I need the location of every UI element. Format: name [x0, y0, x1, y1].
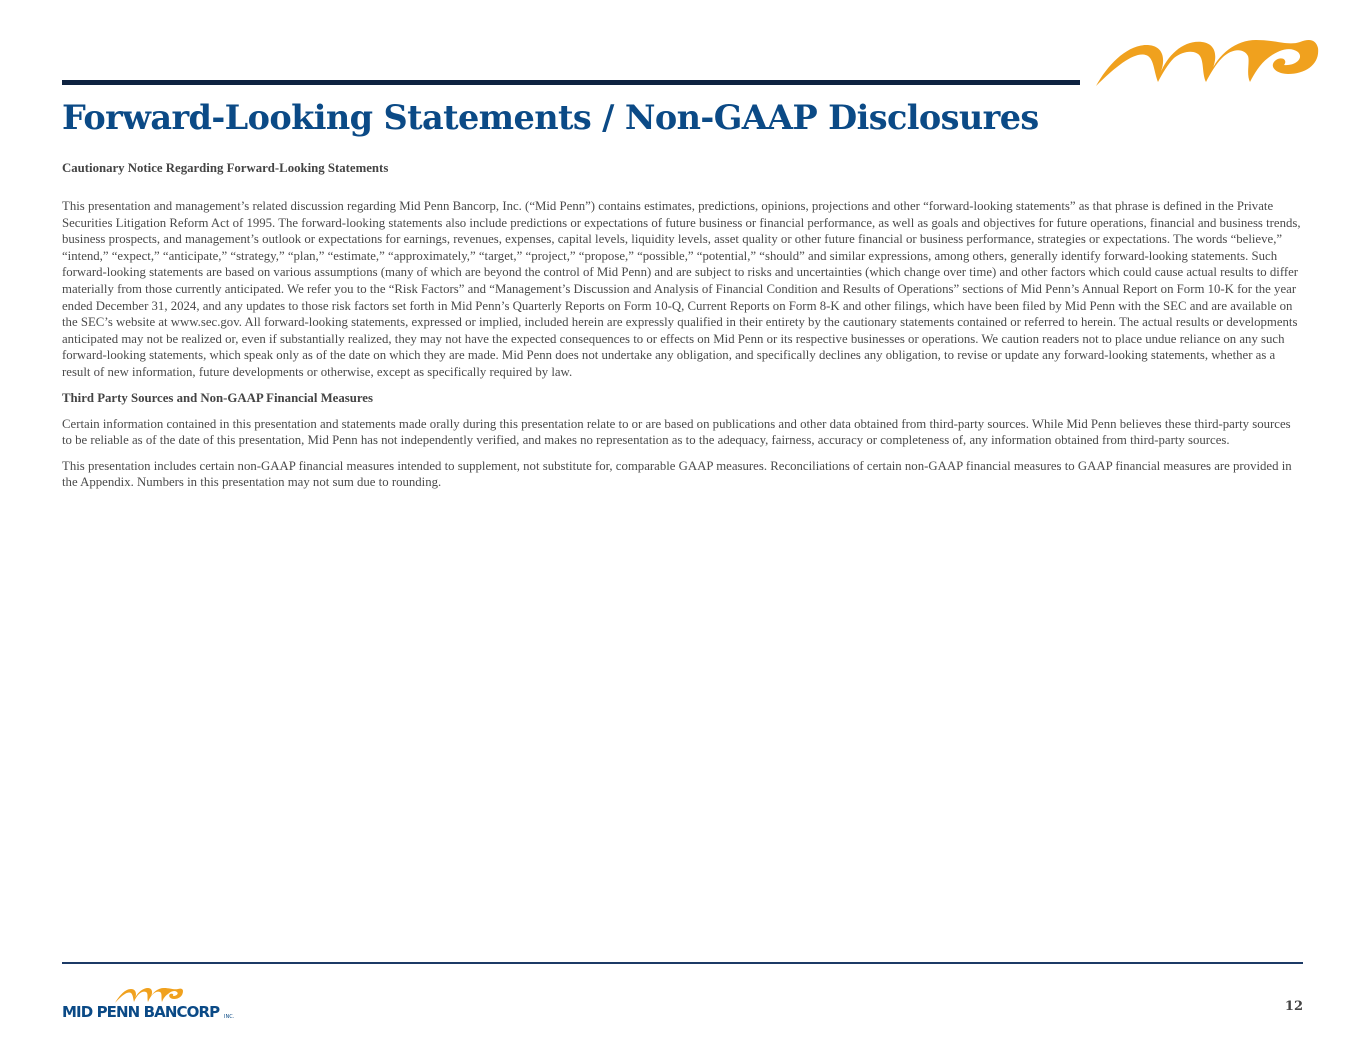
header-rule	[62, 80, 1080, 85]
footer-rule	[62, 962, 1303, 964]
page-number: 12	[1284, 999, 1303, 1014]
footer-logo-text: MID PENN BANCORP	[62, 1003, 220, 1021]
forward-looking-heading: Cautionary Notice Regarding Forward-Looking Statements	[62, 161, 389, 175]
forward-looking-paragraph: This presentation and management’s related discussion regarding Mid Penn Bancorp, Inc. (“Mid Penn”) contains estimates, predictions, opinions, projections and other “forward-looking statements” as that phrase is defined in the Private Securities Litigation Reform Act of 1995. The forward-looking statements also include predictions or expectations of future business or financial performance, as well as goals and objectives for future operations, financial and business trends, business prospects, and management’s outlook or expectations for earnings, revenues, expenses, capital levels, liquidity levels, asset quality or other future financial or business performance, strategies or expectations. The words “believe,” “intend,” “expect,” “anticipate,” “strategy,” “plan,” “estimate,” “approximately,” “target,” “project,” “propose,” “possible,” “potential,” “should” and similar expressions, among others, generally identify forward-looking statements. Such forward-looking statements are based on various assumptions (many of which are beyond the control of Mid Penn) and are subject to risks and uncertainties (which change over time) and other factors which could cause actual results to differ materially from those currently anticipated. We refer you to the “Risk Factors” and “Management’s Discussion and Analysis of Financial Condition and Results of Operations” sections of Mid Penn’s Annual Report on Form 10-K for the year ended December 31, 2024, and any updates to those risk factors set forth in Mid Penn’s Quarterly Reports on Form 10-Q, Current Reports on Form 8-K and other filings, which have been filed by Mid Penn with the SEC and are available on the SEC’s website at www.sec.gov. All forward-looking statements, expressed or implied, included herein are expressly qualified in their entirety by the cautionary statements contained or referred to herein. The actual results or developments anticipated may not be realized or, even if substantially realized, they may not have the expected consequences to or effects on Mid Penn or its respective businesses or operations. We caution readers not to place undue reliance on any such forward-looking statements, which speak only as of the date on which they are made. Mid Penn does not undertake any obligation, and specifically declines any obligation, to revise or update any forward-looking statements, whether as a result of new information, future developments or otherwise, except as specifically required by law.	[62, 199, 1301, 379]
footer-logo-suffix: INC.	[224, 1014, 235, 1020]
footer-logo	[62, 986, 252, 1022]
page-title: Forward-Looking Statements / Non-GAAP Disclosures	[62, 98, 1039, 137]
disclosure-content	[62, 160, 1303, 491]
mid-penn-wave-icon	[1092, 34, 1322, 90]
third-party-paragraph: Certain information contained in this presentation and statements made orally during this presentation relate to or are based on publications and other data obtained from third-party sources. While Mid Penn believes these third-party sources to be reliable as of the date of this presentation, Mid Penn has not independently verified, and makes no representation as to the adequacy, fairness, accuracy or completeness of, any information obtained from third-party sources.	[62, 416, 1291, 448]
footer-wave-icon	[114, 986, 184, 1004]
non-gaap-heading: Third Party Sources and Non-GAAP Financial Measures	[62, 390, 373, 405]
non-gaap-paragraph: This presentation includes certain non-GAAP financial measures intended to supplement, not substitute for, comparable GAAP measures. Reconciliations of certain non-GAAP financial measures to GAAP financial measures are provided in the Appendix. Numbers in this presentation may not sum due to rounding.	[62, 458, 1292, 490]
